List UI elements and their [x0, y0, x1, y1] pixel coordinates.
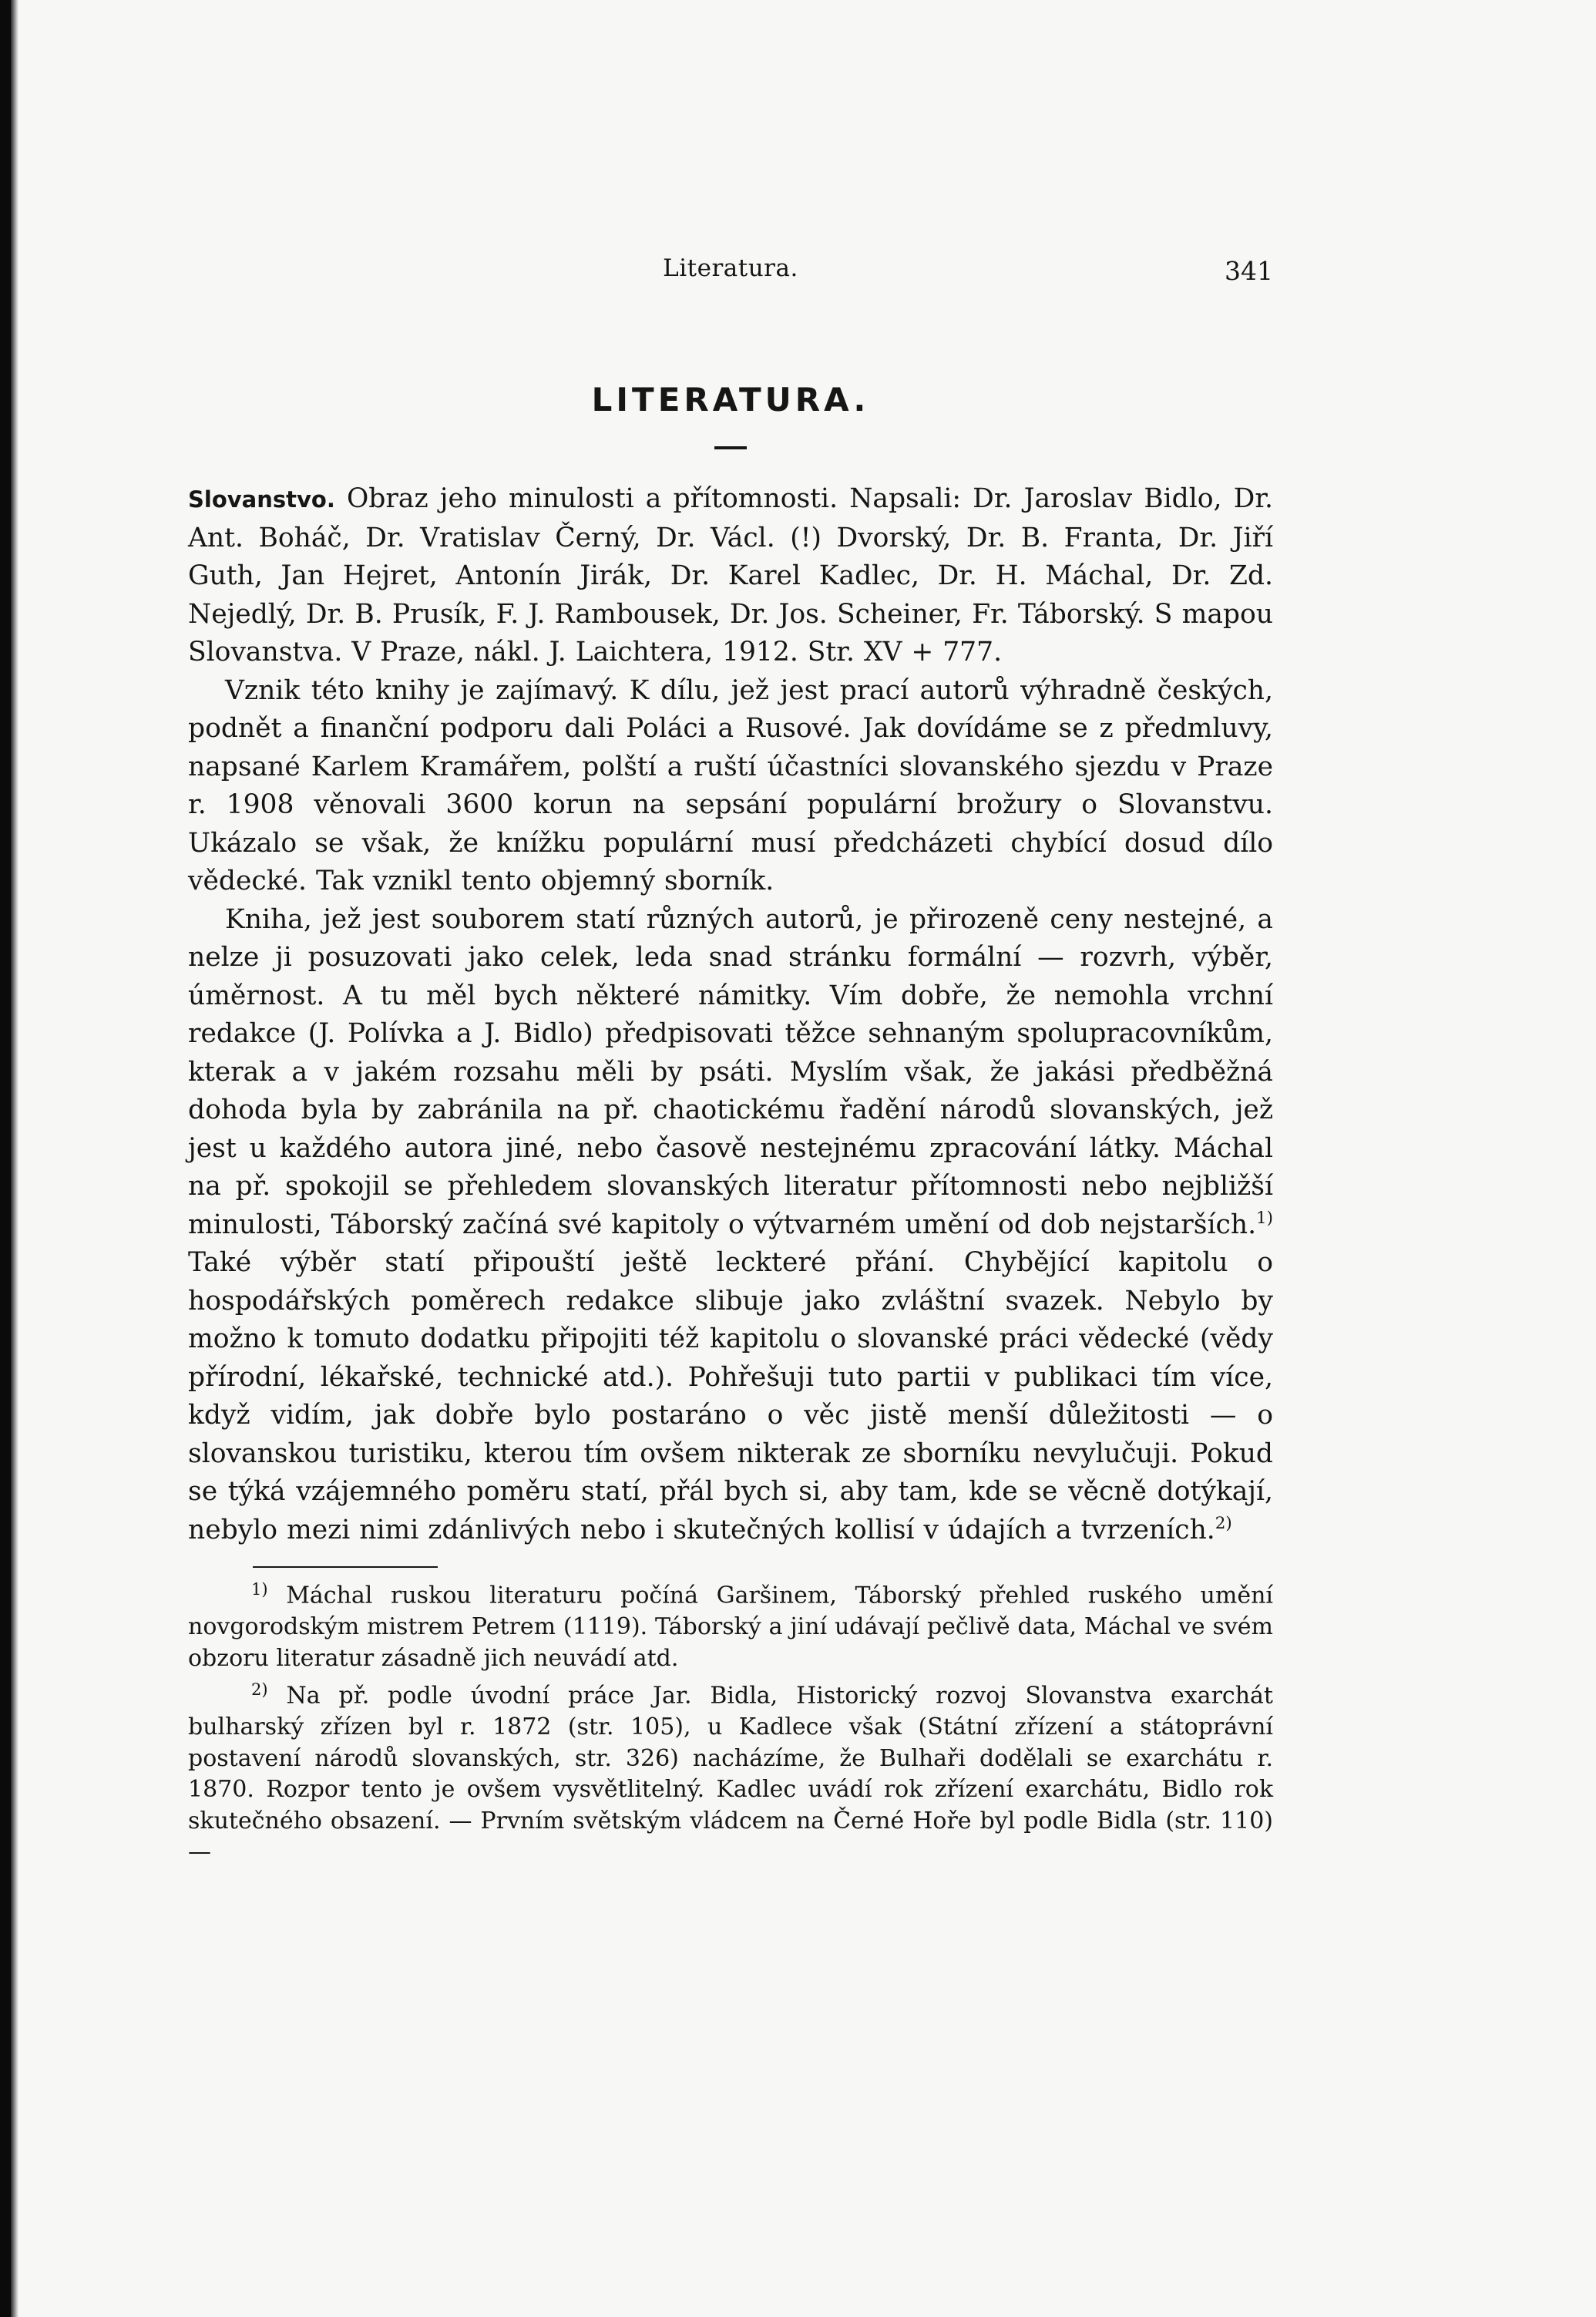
footnote-2-mark: 2): [251, 1680, 268, 1699]
title-rule: [714, 446, 747, 449]
footnotes-divider: [253, 1566, 438, 1568]
body-text: [188, 480, 1273, 1549]
paragraph-critique: [188, 901, 1273, 1550]
page-text-block: [188, 254, 1273, 1868]
running-head: [188, 254, 1273, 294]
footnote-1: [188, 1574, 1273, 1674]
footnote-ref-1[interactable]: 1): [1256, 1208, 1273, 1228]
footnote-ref-2[interactable]: 2): [1215, 1513, 1232, 1533]
footnote-1-mark: 1): [251, 1580, 268, 1599]
bibliography-heading: Slovanstvo.: [188, 486, 335, 513]
bibliography-details: Obraz jeho minulosti a přítomnosti. Napsali: Dr. Jaroslav Bidlo, Dr. Ant. Boháč, Dr. Vratislav Černý, Dr. Václ. (!) Dvorský, Dr. B. Franta, Dr. Jiří Guth, Jan Hejret, Antonín Jirák, Dr. Karel Kadlec, Dr. H. Máchal, Dr. Zd. Nejedlý, Dr. B. Prusík, F. J. Rambousek, Dr. Jos. Scheiner, Fr. Táborský. S mapou Slovanstva. V Praze, nákl. J. Laichtera, 1912. Str. XV + 777.: [188, 483, 1274, 668]
footnote-1-text: Máchal ruskou literaturu počíná Garšinem, Táborský přehled ruského umění novgorodským mistrem Petrem (1119). Táborský a jiní udávají pečlivě data, Máchal ve svém obzoru literatur zásadně jich neuvádí atd.: [188, 1582, 1273, 1672]
paragraph-critique-part-1: Kniha, jež jest souborem statí různých autorů, je přirozeně ceny nestejné, a nelze ji posuzovati jako celek, leda snad stránku formální — rozvrh, výběr, úměrnost. A tu měl bych některé námitky. Vím dobře, že nemohla vrchní redakce (J. Polívka a J. Bidlo) předpisovati těžce sehnaným spolupracovníkům, kterak a v jakém rozsahu měli by psáti. Myslím však, že jakási předběžná dohoda byla by zabránila na př. chaotickému řadění národů slovanských, jež jest u každého autora jiné, nebo časově nestejnému zpracování látky. Máchal na př. spokojil se přehledem slovanských literatur přítomnosti nebo nejbližší minulosti, Táborský začíná své kapitoly o výtvarném umění od dob nejstarších.: [188, 903, 1273, 1240]
scanned-page: [11, 0, 1596, 2317]
footnotes: [188, 1574, 1273, 1868]
page-number: 341: [1225, 256, 1273, 286]
footnote-2: [188, 1674, 1273, 1868]
paragraph-critique-part-2: Také výběr statí připouští ještě leckteré přání. Chybějící kapitolu o hospodářských poměrech redakce slibuje jako zvláštní svazek. Nebylo by možno k tomuto dodatku připojiti též kapitolu o slovanské práci vědecké (vědy přírodní, lékařské, technické atd.). Pohřešuji tuto partii v publikaci tím více, když vidím, jak dobře bylo postaráno o věc jistě menší důležitosti — o slovanskou turistiku, kterou tím ovšem nikterak ze sborníku nevylučuji. Pokud se týká vzájemného poměru statí, přál bych si, aby tam, kde se věcně dotýkají, nebylo mezi nimi zdánlivých nebo i skutečných kollisí v údajích a tvrzeních.: [188, 1247, 1273, 1545]
bibliography-entry: [188, 480, 1273, 672]
running-head-title: Literatura.: [663, 254, 798, 282]
section-title: LITERATURA.: [591, 381, 870, 419]
paragraph-origin: Vznik této knihy je zajímavý. K dílu, jež jest prací autorů výhradně českých, podnět a finanční podporu dali Poláci a Rusové. Jak dovídáme se z předmluvy, napsané Karlem Kramářem, polští a ruští účastníci slovanského sjezdu v Praze r. 1908 věnovali 3600 korun na sepsání populární brožury o Slovanstvu. Ukázalo se však, že knížku populární musí předcházeti chybící dosud dílo vědecké. Tak vznikl tento objemný sborník.: [188, 674, 1273, 896]
footnote-2-text: Na př. podle úvodní práce Jar. Bidla, Historický rozvoj Slovanstva exarchát bulharský zřízen byl r. 1872 (str. 105), u Kadlece však (Státní zřízení a státoprávní postavení národů slovanských, str. 326) nacházíme, že Bulhaři dodělali se exarchátu r. 1870. Rozpor tento je ovšem vysvětlitelný. Kadlec uvádí rok zřízení exarchátu, Bidlo rok skutečného obsazení. — Prvním světským vládcem na Černé Hoře byl podle Bidla (str. 110) —: [188, 1682, 1273, 1865]
